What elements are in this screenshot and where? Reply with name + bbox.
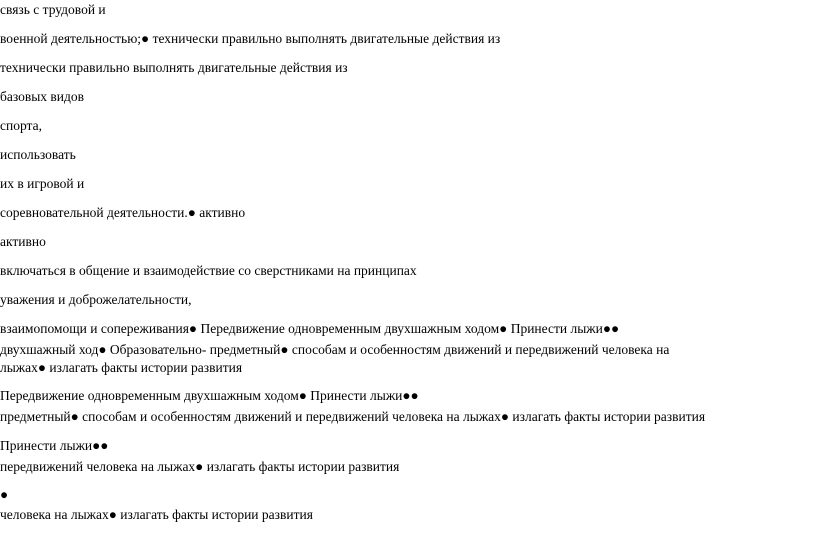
text-line: взаимопомощи и сопереживания● Передвижение одновременным двухшажным ходом● Принести лыжи●● xyxy=(0,321,620,336)
text-line: соревновательной деятельности.● активно xyxy=(0,205,246,220)
text-line: технически правильно выполнять двигательные действия из xyxy=(0,60,348,75)
text-line: связь с трудовой и xyxy=(0,2,106,17)
text-line: базовых видов xyxy=(0,89,85,104)
text-line: Принести лыжи●● xyxy=(0,438,109,453)
text-line: использовать xyxy=(0,147,76,162)
text-line: военной деятельностью;● технически правильно выполнять двигательные действия из xyxy=(0,31,501,46)
text-line: их в игровой и xyxy=(0,176,85,191)
text-line: лыжах● излагать факты истории развития xyxy=(0,360,243,375)
text-line: Передвижение одновременным двухшажным ходом● Принести лыжи●● xyxy=(0,388,419,403)
text-line: предметный● способам и особенностям движений и передвижений человека на лыжах● излагать факты истории развития xyxy=(0,409,706,424)
text-line: двухшажный ход● Образовательно- предметный● способам и особенностям движений и передвижений человека на xyxy=(0,342,670,357)
text-line: передвижений человека на лыжах● излагать факты истории развития xyxy=(0,459,400,474)
text-line: уважения и доброжелательности, xyxy=(0,292,192,307)
text-line: включаться в общение и взаимодействие со сверстниками на принципах xyxy=(0,263,417,278)
text-line: спорта, xyxy=(0,118,42,133)
text-line: человека на лыжах● излагать факты истории развития xyxy=(0,507,313,522)
text-line: активно xyxy=(0,234,46,249)
text-line: ● xyxy=(0,487,9,502)
